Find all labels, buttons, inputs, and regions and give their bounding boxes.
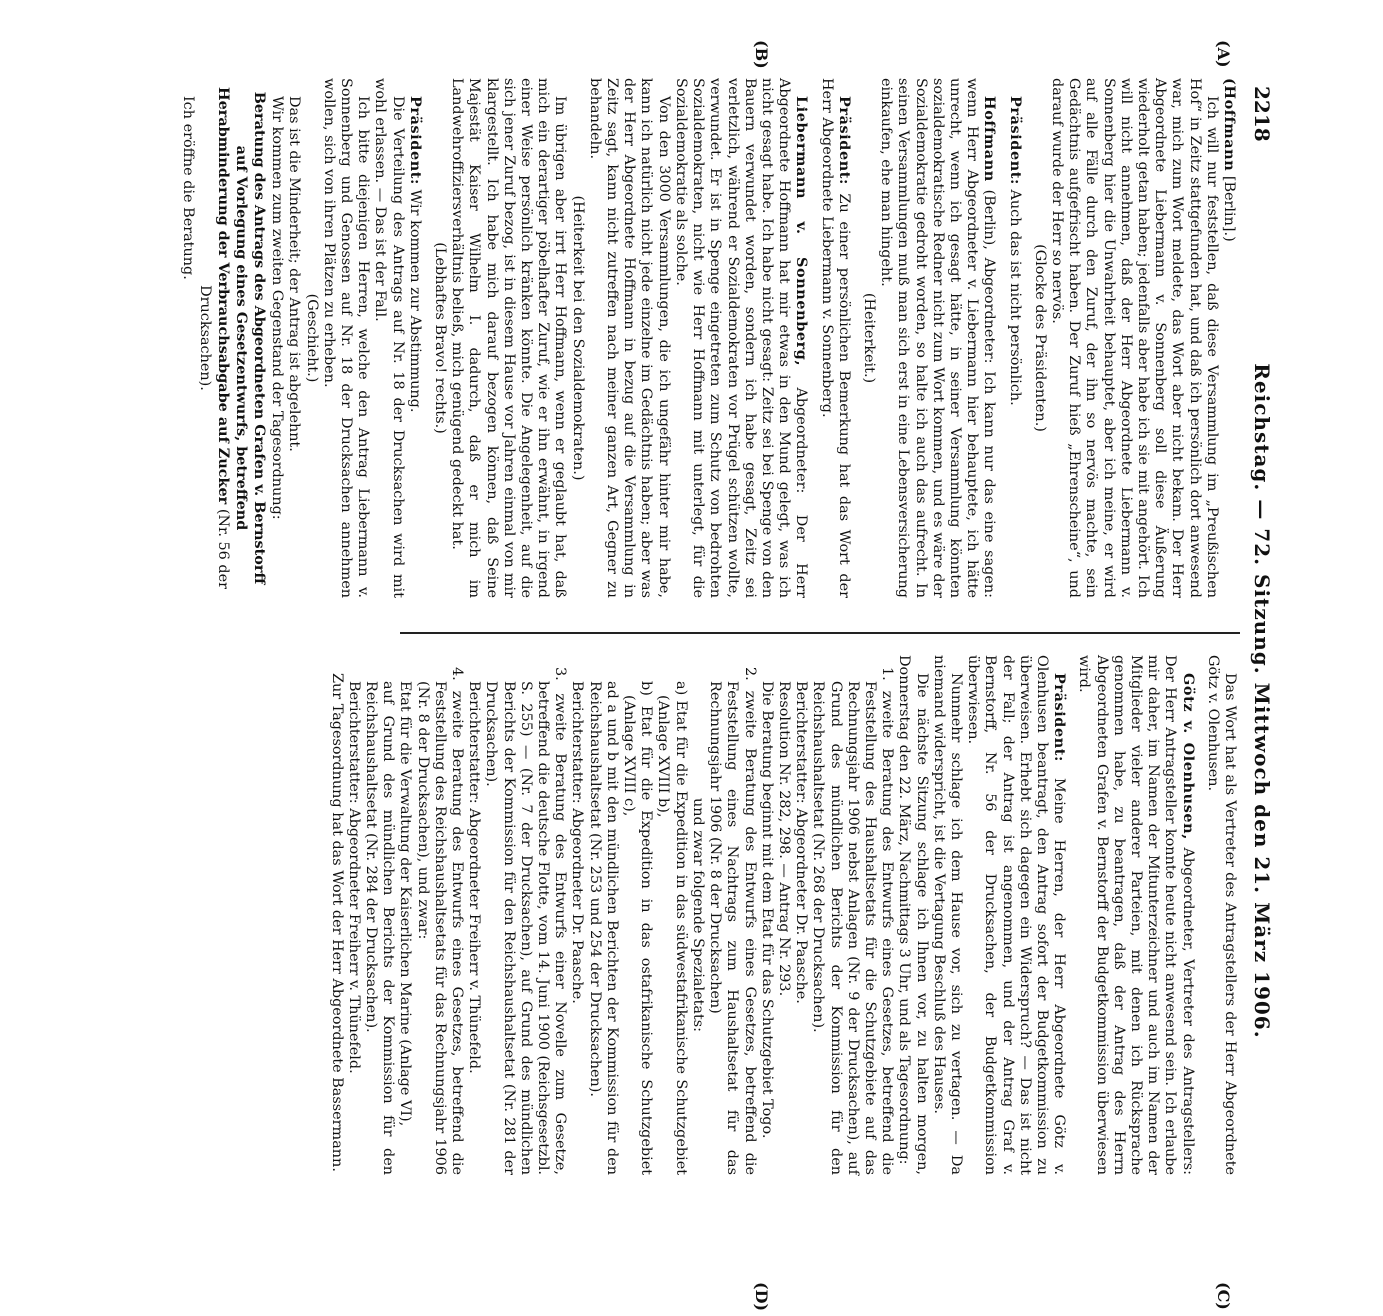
paragraph: Das Wort hat als Vertreter des Antragstellers der Herr Abgeordnete Götz v. Olenhusen. [1204, 655, 1238, 1175]
paragraph: Ich will nur feststellen, daß diese Versammlung im „Preußischen Hof“ in Zeitz stattgefunden hat, und daß ich persönlich dort anwesend war, mich zum Wort meldete, das Wort aber nicht bekam. Der Herr Abgeordnete Liebermann v. Sonnenberg soll diese Äußerung wiederholt getan haben; jedenfalls aber habe ich sie mit angehört. Ich will nicht annehmen, daß der Herr Abgeordnete Liebermann v. Sonnenberg hier die Unwahrheit behauptet, aber ich meine, er wird auf alle Fälle durch den Zuruf, der ihn so nervös machte, sein Gedächtnis aufgefrischt haben. Der Zuruf hieß „Ehrenscheine“, und darauf wurde der Herr so nervös. [1048, 78, 1220, 598]
agenda-item: 4. zweite Beratung des Entwurfs eines Gesetzes, betreffend die Feststellung des Reichshaushaltsetats für das Rechnungsjahr 1906 (Nr. 8 der Drucksachen), und zwar: [414, 667, 466, 1175]
margin-mark-c: (C) [1214, 1282, 1233, 1310]
paragraph: Ich bitte diejenigen Herren, welche den Antrag Liebermann v. Sonnenberg und Genossen auf Nr. 18 der Drucksachen annehmen wollen, sich von ihren Plätzen zu erheben. [320, 78, 372, 598]
agenda-item: 1. zweite Beratung des Entwurfs eines Gesetzes, betreffend die Feststellung des Haushaltsetats für die Schutzgebiete auf das Rechnungsjahr 1906 nebst Anlagen (Nr. 9 der Drucksachen), auf Grund des mündlichen Berichts der Kommission für den Reichshaushaltsetat (Nr. 268 der Drucksachen). [810, 667, 896, 1175]
stage-note: (Heiterkeit bei den Sozialdemokraten.) [569, 195, 586, 481]
paragraph: Ich eröffne die Beratung. [180, 96, 197, 280]
stage-note: (Heiterkeit.) [860, 292, 877, 384]
agenda-note: ad a und b mit den mündlichen Berichten der Kommission für den Reichshaushaltsetat (Nr. 253 und 254 der Drucksachen). [586, 681, 620, 1175]
page-header [1246, 86, 1274, 1316]
agenda-note: und zwar folgende Spezialetats: [689, 798, 706, 1032]
paragraph: Die nächste Sitzung schlage ich Ihnen vor, zu halten morgen, Donnerstag den 22. März, Nachmittags 3 Uhr, und als Tagesordnung: [896, 655, 930, 1175]
agenda-reporter: Berichterstatter: Abgeordneter Freiherr v. Thünefeld. [466, 681, 483, 1074]
continuation-speaker: (Hoffmann [Berlin].) [1221, 78, 1238, 242]
paragraph: Wir kommen zum zweiten Gegenstand der Tagesordnung: [269, 96, 286, 520]
paragraph: Von den 3000 Versammlungen, die ich ungefähr hinter mir habe, kann ich natürlich nicht jede einzelne im Gedächtnis haben; aber was der Herr Abgeordnete Hoffmann in bezug auf die Versammlung in Zeitz sagt, kann nicht zutreffen nach meiner ganzen Art, Gegner zu behandeln. [586, 78, 672, 598]
paragraph: Götz v. Olenhusen, Abgeordneter, Vertreter des Antragstellers: Der Herr Antragsteller konnte heute nicht anwesend sein. Ich erlaube mir daher, im Namen der Mitunterzeichner und auch im Namen der Mitglieder vieler anderer Parteien, mit denen ich Rücksprache genommen habe, zu beantragen, daß der Antrag des Herrn Abgeordneten Grafen v. Bernstorff der Budgetkommission überwiesen wird. [1076, 655, 1197, 1175]
paragraph: Im übrigen aber irrt Herr Hoffmann, wenn er geglaubt hat, daß mich ein derartiger pöbelhafter Zuruf, wie er ihn erwähnt, in irgend einer Weise persönlich kränken könnte. Die Angelegenheit, auf die sich jener Zuruf bezog, ist in diesem Hause vor Jahren einmal von mir klargestellt. Ich habe mich darauf bezogen können, daß Seine Majestät Kaiser Wilhelm I. dadurch, daß er mich im Landwehroffiziersverhältnis beließ, mich genügend gedeckt hat. [449, 78, 569, 598]
column-divider [400, 632, 1240, 634]
agenda-note: auf Grund des mündlichen Berichts der Kommission für den Reichshaushaltsetat (Nr. 284 der Drucksachen). [363, 681, 397, 1175]
agenda-subitem: b) Etat für die Expedition in das ostafrikanische Schutzgebiet (Anlage XVIII c), [621, 681, 655, 1175]
paragraph: Präsident: Wir kommen zur Abstimmung. [406, 96, 424, 413]
page-number: 2218 [1250, 86, 1274, 142]
agenda-subitem: a) Etat für die Expedition in das südwestafrikanische Schutzgebiet (Anlage XVIII b), [655, 681, 689, 1175]
stage-note: (Glocke des Präsidenten.) [1031, 244, 1048, 432]
margin-mark-b: (B) [752, 40, 771, 69]
margin-mark-d: (D) [752, 1282, 771, 1312]
right-column [328, 655, 1238, 1175]
agenda-reporter: Berichterstatter: Abgeordneter Dr. Paasche. [793, 681, 810, 1004]
paragraph: Präsident: Auch das ist nicht persönlich. [1006, 96, 1024, 406]
agenda-heading: Beratung des Antrags des Abgeordneten Grafen v. Bernstorff auf Vorlegung eines Gesetzentwurfs, betreffend Herabminderung der Verbrauchsabgabe auf Zucker (Nr. 56 der Drucksachen). [197, 87, 269, 589]
paragraph: Hoffmann (Berlin), Abgeordneter: Ich kann nur das eine sagen: wenn Herr Abgeordneter v. Liebermann hier behauptete, ich hätte unrecht, wenn ich gesagt hätte, in seiner Versammlung könnten sozialdemokratische Redner nicht zum Wort kommen, und es wäre der Sozialdemokratie gedroht worden, so halte ich auch das aufrecht. In seinen Versammlungen muß man sich erst in eine Lebensversicherung einkaufen, ehe man hingeht. [878, 78, 999, 598]
agenda-reporter: Berichterstatter: Abgeordneter Dr. Paasche. [569, 681, 586, 1004]
paragraph: Präsident: Meine Herren, der Herr Abgeordnete Götz v. Olenhusen beantragt, den Antrag sofort der Budgetkommission zu überweisen. Erhebt sich dagegen ein Widerspruch? — Das ist nicht der Fall; der Antrag ist angenommen, und der Antrag Graf v. Bernstorff, Nr. 56 der Drucksachen, der Budgetkommission überwiesen. [965, 655, 1069, 1175]
agenda-note: Die Beratung beginnt mit dem Etat für das Schutzgebiet Togo. [758, 681, 775, 1139]
left-column [180, 78, 1238, 598]
stage-note: (Lebhaftes Bravo! rechts.) [432, 242, 449, 434]
agenda-reporter: Berichterstatter: Abgeordneter Freiherr v. Thünefeld. [345, 681, 362, 1074]
stage-note: (Geschieht.) [303, 293, 320, 383]
margin-mark-a: (A) [1214, 40, 1233, 68]
paragraph: Präsident: Zu einer persönlichen Bemerkung hat das Wort der Herr Abgeordnete Liebermann v. Sonnenberg. [818, 78, 853, 598]
agenda-item: 2. zweite Beratung des Entwurfs eines Gesetzes, betreffend die Feststellung eines Nachtrags zum Haushaltsetat für das Rechnungsjahr 1906 (Nr. 8 der Drucksachen) [707, 667, 758, 1175]
agenda-item: 3. zweite Beratung des Entwurfs einer Novelle zum Gesetze, betreffend die deutsche Flotte, vom 14. Juni 1900 (Reichsgesetzbl. S. 255) — (Nr. 7 der Drucksachen), auf Grund des mündlichen Berichts der Kommission für den Reichshaushaltsetat (Nr. 281 der Drucksachen). [483, 667, 569, 1175]
paragraph: Das ist die Minderheit; der Antrag ist abgelehnt. [286, 96, 303, 452]
paragraph: Zur Tagesordnung hat das Wort der Herr Abgeordnete Bassermann. [328, 673, 345, 1172]
paragraph: Liebermann v. Sonnenberg, Abgeordneter: Der Herr Abgeordnete Hoffmann hat mir etwas in den Mund gelegt, was ich nicht gesagt habe. Ich habe nicht gesagt: Zeitz sei bei Spenge von den Bauern verwundet worden, sondern ich habe gesagt, Zeitz sei verletzlich, während er Sozialdemokraten vor Prügel schützen wollte, verwundet. Er ist in Spenge eingetreten zum Schutz von bedrohten Sozialdemokraten, nicht wie Herr Hoffmann mit unterlegt, für die Sozialdemokratie als solche. [672, 78, 811, 598]
paragraph: Die Verteilung des Antrags auf Nr. 18 der Drucksachen wird mit wohl erlassen. — Das ist der Fall. [372, 78, 406, 598]
agenda-note: Etat für die Verwaltung der Kaiserlichen Marine (Anlage VI), [397, 681, 414, 1127]
paragraph: Nunmehr schlage ich dem Hause vor, sich zu vertagen. — Da niemand widerspricht, ist die Vertagung Beschluß des Hauses. [930, 655, 964, 1175]
agenda-note: Resolution Nr. 282, 298. — Antrag Nr. 293. [775, 681, 792, 997]
page-title: Reichstag. — 72. Sitzung. Mittwoch den 21. März 1906. [1250, 363, 1274, 1039]
